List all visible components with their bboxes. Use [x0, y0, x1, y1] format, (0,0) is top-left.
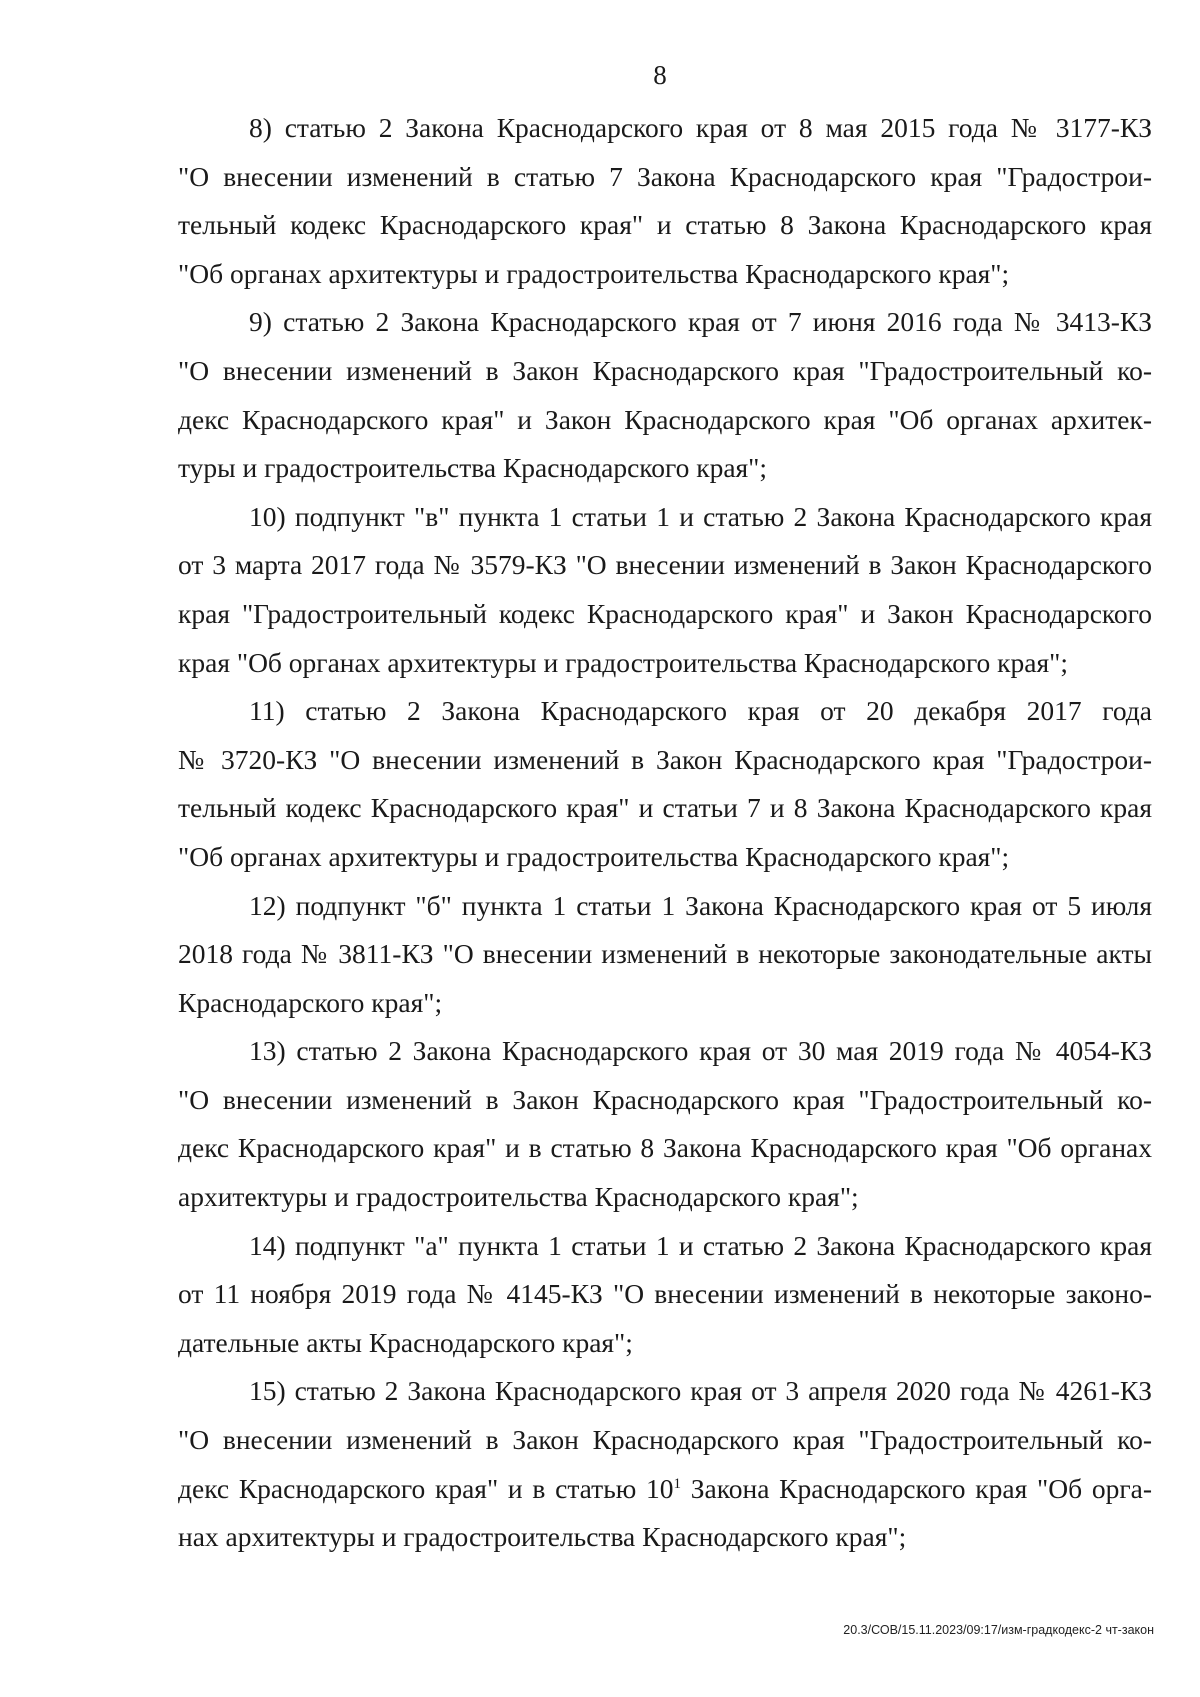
text-line: декс Краснодарского края" и Закон Краснодарского края "Об органах архитек-	[178, 403, 1152, 435]
list-item	[178, 493, 1152, 687]
superscript: 1	[673, 1475, 682, 1492]
text-line: 10) подпункт "в" пункта 1 статьи 1 и статью 2 Закона Краснодарского края	[249, 500, 1152, 532]
text-line: дательные акты Краснодарского края";	[178, 1326, 633, 1358]
text-line: "О внесении изменений в Закон Краснодарского края "Градостроительный ко-	[178, 1083, 1152, 1115]
text-line: тельный кодекс Краснодарского края" и статью 8 Закона Краснодарского края	[178, 209, 1152, 241]
text-line: декс Краснодарского края" и в статью 8 Закона Краснодарского края "Об органах	[178, 1132, 1152, 1164]
list-item	[178, 1367, 1152, 1561]
text-line: края "Градостроительный кодекс Краснодарского края" и Закон Краснодарского	[178, 597, 1152, 629]
document-footer-code: 20.3/СОВ/15.11.2023/09:17/изм-градкодекс-2 чт-закон	[843, 1623, 1154, 1637]
text-line: края "Об органах архитектуры и градостроительства Краснодарского края";	[178, 646, 1069, 678]
list-item	[178, 104, 1152, 298]
text-line: "Об органах архитектуры и градостроительства Краснодарского края";	[178, 840, 1010, 872]
text-line: от 3 марта 2017 года № 3579-КЗ "О внесении изменений в Закон Краснодарского	[178, 549, 1152, 581]
text-line: 2018 года № 3811-КЗ "О внесении изменений в некоторые законодательные акты	[178, 938, 1152, 970]
text-line: 11) статью 2 Закона Краснодарского края от 20 декабря 2017 года	[249, 695, 1152, 727]
page-number: 8	[653, 60, 667, 90]
text-line	[178, 1465, 1152, 1514]
text-line: архитектуры и градостроительства Краснодарского края";	[178, 1181, 859, 1213]
text-line: от 11 ноября 2019 года № 4145-КЗ "О внесении изменений в некоторые законо-	[178, 1278, 1152, 1310]
text-line: 9) статью 2 Закона Краснодарского края от 7 июня 2016 года № 3413-КЗ	[249, 306, 1152, 338]
text-fragment: Закона Краснодарского края "Об орга-	[681, 1472, 1152, 1504]
list-item	[178, 1027, 1152, 1221]
text-line: "О внесении изменений в Закон Краснодарского края "Градостроительный ко-	[178, 354, 1152, 386]
text-line: нах архитектуры и градостроительства Краснодарского края";	[178, 1521, 907, 1553]
text-line: "О внесении изменений в Закон Краснодарского края "Градостроительный ко-	[178, 1424, 1152, 1456]
text-line: 14) подпункт "а" пункта 1 статьи 1 и статью 2 Закона Краснодарского края	[249, 1229, 1152, 1261]
text-line: Краснодарского края";	[178, 986, 443, 1018]
text-line: 15) статью 2 Закона Краснодарского края от 3 апреля 2020 года № 4261-КЗ	[249, 1375, 1152, 1407]
list-item	[178, 1222, 1152, 1368]
text-line: "Об органах архитектуры и градостроительства Краснодарского края";	[178, 257, 1010, 289]
text-fragment: декс Краснодарского края" и в статью 10	[178, 1472, 674, 1504]
list-item	[178, 298, 1152, 492]
text-line: туры и градостроительства Краснодарского края";	[178, 452, 768, 484]
list-item	[178, 687, 1152, 881]
text-line: № 3720-КЗ "О внесении изменений в Закон Краснодарского края "Градострои-	[178, 743, 1152, 775]
text-line: 8) статью 2 Закона Краснодарского края от 8 мая 2015 года № 3177-КЗ	[249, 112, 1152, 143]
text-line: 12) подпункт "б" пункта 1 статьи 1 Закона Краснодарского края от 5 июля	[249, 889, 1152, 921]
document-body	[178, 104, 1152, 1562]
text-line: 13) статью 2 Закона Краснодарского края от 30 мая 2019 года № 4054-КЗ	[249, 1035, 1152, 1067]
text-line: "О внесении изменений в статью 7 Закона Краснодарского края "Градострои-	[178, 160, 1152, 192]
text-line: тельный кодекс Краснодарского края" и статьи 7 и 8 Закона Краснодарского края	[178, 792, 1152, 824]
list-item	[178, 882, 1152, 1028]
